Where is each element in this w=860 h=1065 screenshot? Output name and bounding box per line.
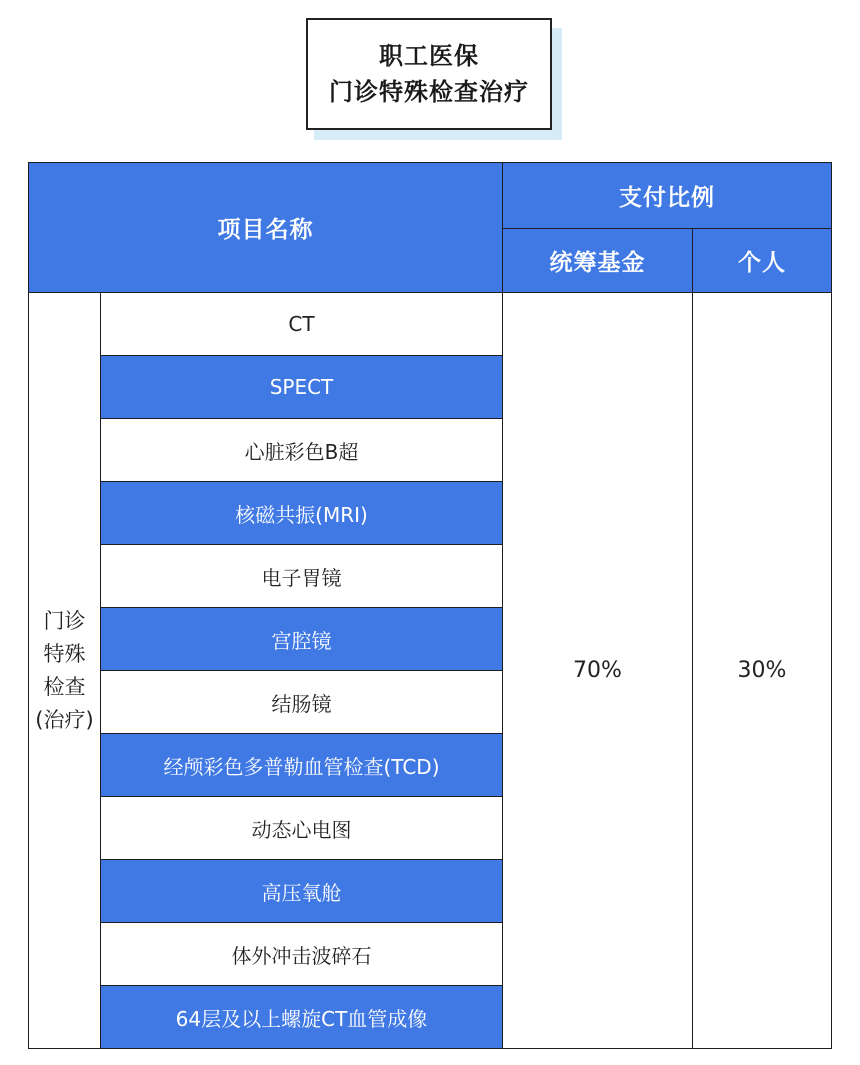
- category-line: 检查: [43, 674, 86, 699]
- title-line-2: 门诊特殊检查治疗: [329, 78, 529, 106]
- item-cell: 宫腔镜: [101, 608, 503, 671]
- personal-ratio-cell: 30%: [693, 293, 832, 1049]
- fund-ratio-cell: 70%: [503, 293, 693, 1049]
- item-cell: 经颅彩色多普勒血管检查(TCD): [101, 734, 503, 797]
- item-cell: 电子胃镜: [101, 545, 503, 608]
- table-body: [29, 293, 832, 1049]
- header-payment-ratio: 支付比例: [503, 163, 832, 229]
- table-row: [29, 293, 832, 356]
- category-cell: [29, 293, 101, 1049]
- title-box: [306, 18, 552, 130]
- item-cell: 动态心电图: [101, 797, 503, 860]
- item-cell: 高压氧舱: [101, 860, 503, 923]
- item-cell: SPECT: [101, 356, 503, 419]
- category-line: 特殊: [43, 641, 86, 666]
- item-cell: 心脏彩色B超: [101, 419, 503, 482]
- category-line: (治疗): [35, 707, 94, 732]
- payment-ratio-table: [28, 162, 832, 1049]
- item-cell: CT: [101, 293, 503, 356]
- header-item-name: 项目名称: [29, 163, 503, 293]
- title-line-1: 职工医保: [379, 42, 479, 70]
- header-fund: 统筹基金: [503, 229, 693, 293]
- item-cell: 64层及以上螺旋CT血管成像: [101, 986, 503, 1049]
- item-cell: 结肠镜: [101, 671, 503, 734]
- item-cell: 核磁共振(MRI): [101, 482, 503, 545]
- category-line: 门诊: [43, 608, 86, 633]
- item-cell: 体外冲击波碎石: [101, 923, 503, 986]
- header-personal: 个人: [693, 229, 832, 293]
